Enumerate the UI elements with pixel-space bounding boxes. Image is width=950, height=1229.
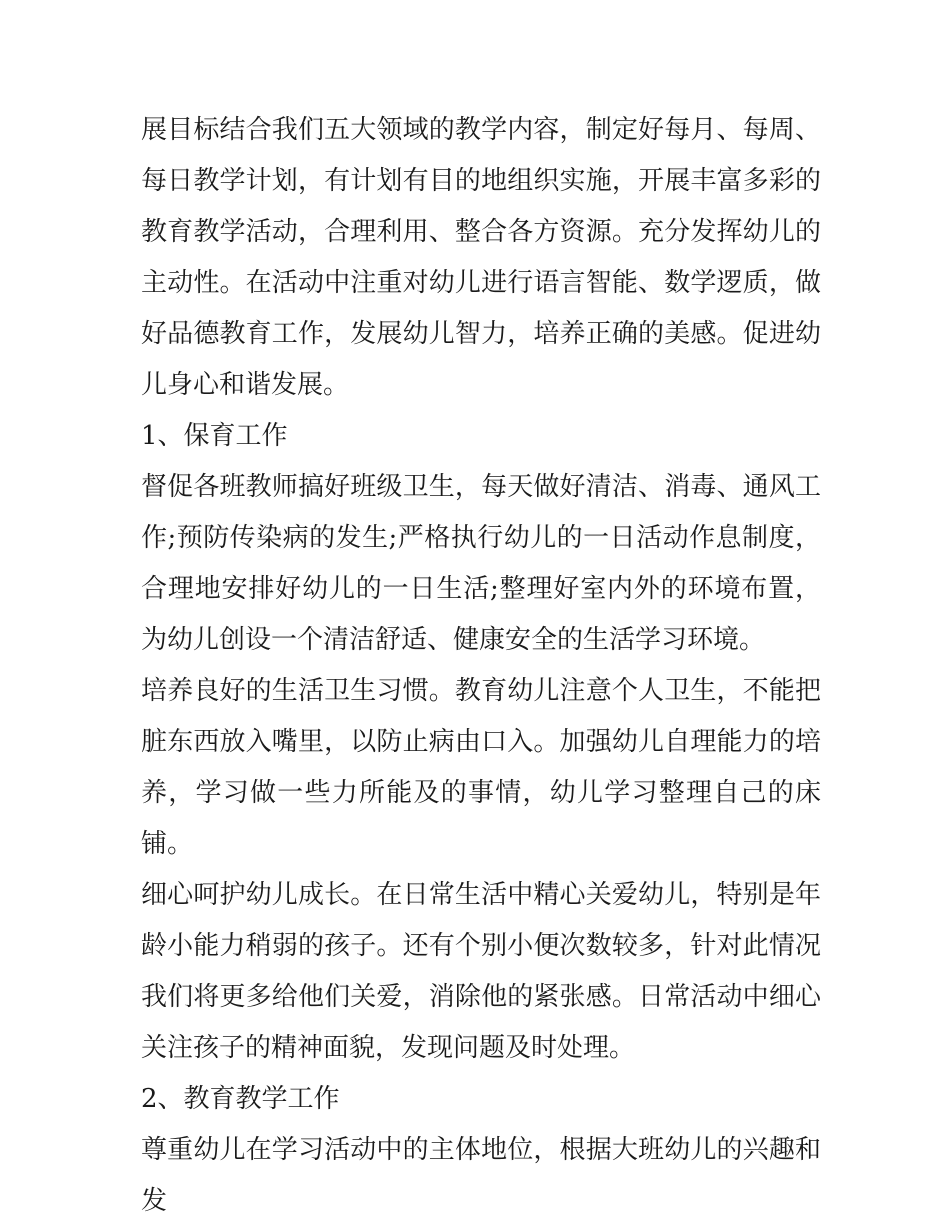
section-heading-care: 1、保育工作 — [141, 421, 288, 451]
paragraph-habits: 培养良好的生活卫生习惯。教育幼儿注意个人卫生，不能把脏东西放入嘴里，以防止病由口入。加强幼儿自理能力的培养，学习做一些力所能及的事情，幼儿学习整理自己的床铺。 — [141, 676, 821, 859]
section-heading-teaching: 2、教育教学工作 — [141, 1084, 340, 1114]
paragraph-intro: 展目标结合我们五大领域的教学内容，制定好每月、每周、每日教学计划，有计划有目的地组织实施，开展丰富多彩的教育教学活动，合理利用、整合各方资源。充分发挥幼儿的主动性。在活动中注重对幼儿进行语言智能、数学逻质，做好品德教育工作，发展幼儿智力，培养正确的美感。促进幼儿身心和谐发展。 — [141, 115, 821, 400]
paragraph-hygiene: 督促各班教师搞好班级卫生，每天做好清洁、消毒、通风工作;预防传染病的发生;严格执行幼儿的一日活动作息制度，合理地安排好幼儿的一日生活;整理好室内外的环境布置，为幼儿创设一个清洁舒适、健康安全的生活学习环境。 — [141, 472, 821, 655]
paragraph-teaching: 尊重幼儿在学习活动中的主体地位，根据大班幼儿的兴趣和发 — [141, 1135, 821, 1216]
document-body — [141, 105, 821, 1227]
paragraph-care: 细心呵护幼儿成长。在日常生活中精心关爱幼儿，特别是年龄小能力稍弱的孩子。还有个别小便次数较多，针对此情况我们将更多给他们关爱，消除他的紧张感。日常活动中细心关注孩子的精神面貌，发现问题及时处理。 — [141, 880, 821, 1063]
